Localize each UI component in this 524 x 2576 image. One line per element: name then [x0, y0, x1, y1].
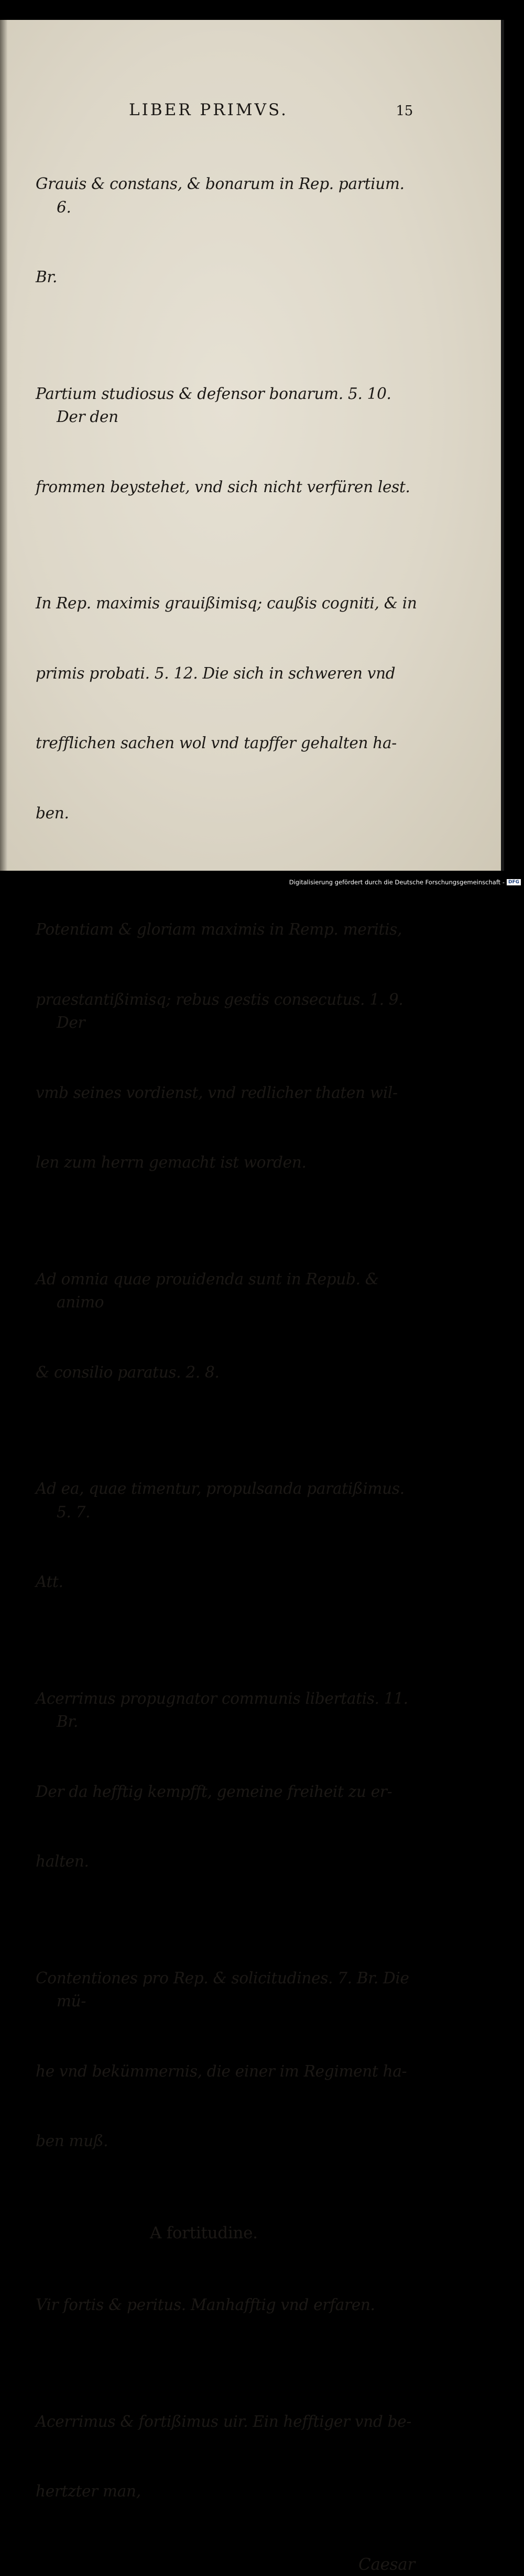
page-header [36, 98, 418, 125]
entry-line: ben. [57, 802, 418, 825]
entry-line: ben muß. [57, 2129, 418, 2153]
entry-line: he vnd bekümmernis, die einer im Regiment ha- [57, 2060, 418, 2083]
entry-line: frommen beystehet, vnd sich nicht verfüren lest. [57, 475, 418, 499]
page-number: 15 [396, 99, 413, 123]
entry [36, 545, 418, 871]
entry-line: Ad ea, quae timentur, propulsanda paratißimus. 5. 7. [57, 1477, 418, 1524]
entry-line: Ad omnia quae prouidenda sunt in Repub. & animo [57, 1268, 418, 1314]
page-text [36, 98, 418, 2576]
entry-line: Att. [57, 1570, 418, 1594]
entry [36, 2247, 418, 2363]
entry-line: primis probati. 5. 12. Die sich in schweren vnd [57, 662, 418, 685]
entry-line: In Rep. maximis grauißimisq; caußis cogniti, & in [57, 592, 418, 615]
entry [36, 2363, 418, 2550]
entry-line: Der da hefftig kempfft, gemeine freiheit zu er- [57, 1780, 418, 1804]
entry [36, 1430, 418, 1640]
entry-line: vmb seines vordienst, vnd redlicher thaten wil- [57, 1081, 418, 1105]
entry-line: & consilio paratus. 2. 8. [57, 1361, 418, 1384]
page-gutter-shadow [0, 20, 7, 871]
entry-line: Br. [57, 265, 418, 289]
entry-line: Potentiam & gloriam maximis in Remp. meritis, [57, 918, 418, 941]
entry-line: Acerrimus propugnator communis libertatis. 11. Br. [57, 1687, 418, 1734]
entry-line: Contentiones pro Rep. & solicitudines. 7. Br. Die mü- [57, 1967, 418, 2013]
credit-text: Digitalisierung gefördert durch die Deutsche Forschungsgemeinschaft - [289, 879, 505, 886]
entry-line: trefflichen sachen wol vnd tapffer gehalten ha- [57, 731, 418, 755]
entry [36, 1920, 418, 2200]
entry [36, 1640, 418, 1920]
entry [36, 871, 418, 1221]
entry-line: Vir fortis & peritus. Manhafftig vnd erfaren. [57, 2293, 418, 2317]
running-head: LIBER PRIMVS. [129, 98, 288, 122]
entry-line: hertzter man, [57, 2480, 418, 2503]
entry-line: halten. [57, 1850, 418, 1873]
catchword: Caesar [36, 2553, 418, 2576]
entry-line: len zum herrn gemacht ist worden. [57, 1151, 418, 1174]
section-heading: A fortitudine. [150, 2222, 418, 2245]
entry [36, 126, 418, 336]
entry-line: Partium studiosus & defensor bonarum. 5. 10. Der den [57, 382, 418, 429]
entry [36, 336, 418, 546]
entry [36, 1221, 418, 1431]
entry-line: Grauis & constans, & bonarum in Rep. partium. 6. [57, 172, 418, 219]
entry-line: Acerrimus & fortißimus uir. Ein hefftiger vnd be- [57, 2410, 418, 2434]
dfg-logo: DFG [507, 879, 521, 885]
book-page [0, 20, 504, 871]
entry-line: praestantißimisq; rebus gestis consecutus. 1. 9. Der [57, 988, 418, 1035]
digitization-credit [289, 879, 521, 886]
